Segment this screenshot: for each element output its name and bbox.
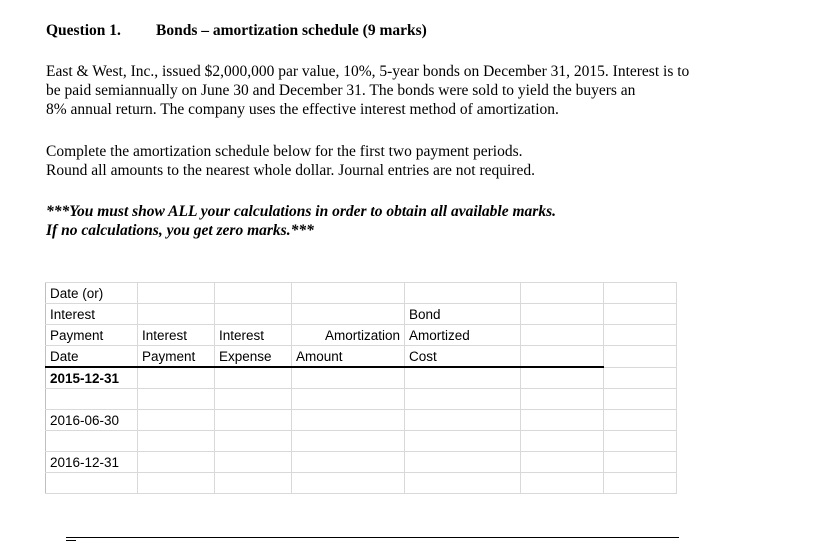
empty-cell <box>521 431 604 452</box>
empty-cell[interactable] <box>292 473 405 494</box>
instructions <box>46 142 535 180</box>
header-cell: Bond <box>405 304 521 325</box>
header-cell: Payment <box>138 346 215 368</box>
divider-mark <box>66 540 76 541</box>
header-cell <box>138 283 215 304</box>
header-row <box>46 304 677 325</box>
amortization-schedule-table <box>45 282 677 494</box>
empty-cell[interactable] <box>405 473 521 494</box>
header-cell: Date (or) <box>46 283 138 304</box>
amortization-amount-cell[interactable] <box>292 410 405 431</box>
empty-cell[interactable] <box>138 473 215 494</box>
empty-cell <box>521 410 604 431</box>
empty-cell[interactable] <box>292 431 405 452</box>
header-cell <box>292 304 405 325</box>
table-row <box>46 452 677 473</box>
empty-cell <box>604 452 677 473</box>
table-row <box>46 389 677 410</box>
interest-expense-cell[interactable] <box>215 367 292 389</box>
header-cell <box>215 304 292 325</box>
header-cell <box>604 325 677 346</box>
empty-cell <box>604 410 677 431</box>
amortized-cost-cell[interactable] <box>405 452 521 473</box>
question-number: Question 1. <box>46 22 121 39</box>
problem-line: East & West, Inc., issued $2,000,000 par value, 10%, 5-year bonds on December 31, 2015. Interest is to <box>46 63 690 80</box>
header-cell: Interest <box>215 325 292 346</box>
header-cell: Date <box>46 346 138 368</box>
interest-expense-cell[interactable] <box>215 452 292 473</box>
header-cell <box>521 325 604 346</box>
empty-cell <box>46 389 138 410</box>
empty-cell[interactable] <box>215 431 292 452</box>
empty-cell <box>521 473 604 494</box>
empty-cell[interactable] <box>215 473 292 494</box>
empty-cell <box>46 431 138 452</box>
problem-line: be paid semiannually on June 30 and December 31. The bonds were sold to yield the buyers an <box>46 82 636 99</box>
interest-payment-cell[interactable] <box>138 410 215 431</box>
header-cell: Amount <box>292 346 405 368</box>
header-cell <box>138 304 215 325</box>
amortized-cost-cell[interactable] <box>405 410 521 431</box>
header-cell <box>604 346 677 368</box>
table-row <box>46 410 677 431</box>
empty-cell <box>604 389 677 410</box>
table-row <box>46 367 677 389</box>
empty-cell[interactable] <box>405 431 521 452</box>
header-cell: Interest <box>46 304 138 325</box>
divider-line <box>66 537 679 538</box>
empty-cell[interactable] <box>138 389 215 410</box>
header-cell <box>604 304 677 325</box>
empty-cell[interactable] <box>215 389 292 410</box>
header-row <box>46 283 677 304</box>
problem-description <box>46 62 689 119</box>
empty-cell <box>46 473 138 494</box>
amortization-amount-cell[interactable] <box>292 452 405 473</box>
table-row <box>46 473 677 494</box>
warning-line: If no calculations, you get zero marks.*** <box>46 222 314 239</box>
problem-line: 8% annual return. The company uses the effective interest method of amortization. <box>46 101 559 118</box>
interest-expense-cell[interactable] <box>215 410 292 431</box>
instruction-line: Complete the amortization schedule below for the first two payment periods. <box>46 143 523 160</box>
table-row <box>46 431 677 452</box>
empty-cell <box>604 431 677 452</box>
header-cell <box>405 283 521 304</box>
header-cell: Amortization <box>292 325 405 346</box>
calculation-warning <box>46 202 556 240</box>
empty-cell[interactable] <box>292 389 405 410</box>
header-cell <box>521 304 604 325</box>
question-title: Bonds – amortization schedule (9 marks) <box>156 22 427 39</box>
interest-payment-cell[interactable] <box>138 452 215 473</box>
empty-cell <box>521 367 604 389</box>
amortized-cost-cell[interactable] <box>405 367 521 389</box>
header-cell <box>521 346 604 368</box>
empty-cell <box>604 367 677 389</box>
empty-cell <box>521 452 604 473</box>
header-row <box>46 325 677 346</box>
header-row <box>46 346 677 368</box>
header-cell: Payment <box>46 325 138 346</box>
header-cell <box>604 283 677 304</box>
header-cell <box>292 283 405 304</box>
amortization-amount-cell[interactable] <box>292 367 405 389</box>
date-cell: 2016-12-31 <box>46 452 138 473</box>
date-cell: 2015-12-31 <box>46 367 138 389</box>
header-cell: Interest <box>138 325 215 346</box>
empty-cell <box>521 389 604 410</box>
empty-cell <box>604 473 677 494</box>
header-cell: Amortized <box>405 325 521 346</box>
empty-cell[interactable] <box>138 431 215 452</box>
date-cell: 2016-06-30 <box>46 410 138 431</box>
header-cell: Expense <box>215 346 292 368</box>
warning-line: ***You must show ALL your calculations in order to obtain all available marks. <box>46 203 556 220</box>
header-cell <box>521 283 604 304</box>
question-heading <box>46 22 427 40</box>
instruction-line: Round all amounts to the nearest whole dollar. Journal entries are not required. <box>46 162 535 179</box>
header-cell <box>215 283 292 304</box>
empty-cell[interactable] <box>405 389 521 410</box>
header-cell: Cost <box>405 346 521 368</box>
interest-payment-cell[interactable] <box>138 367 215 389</box>
